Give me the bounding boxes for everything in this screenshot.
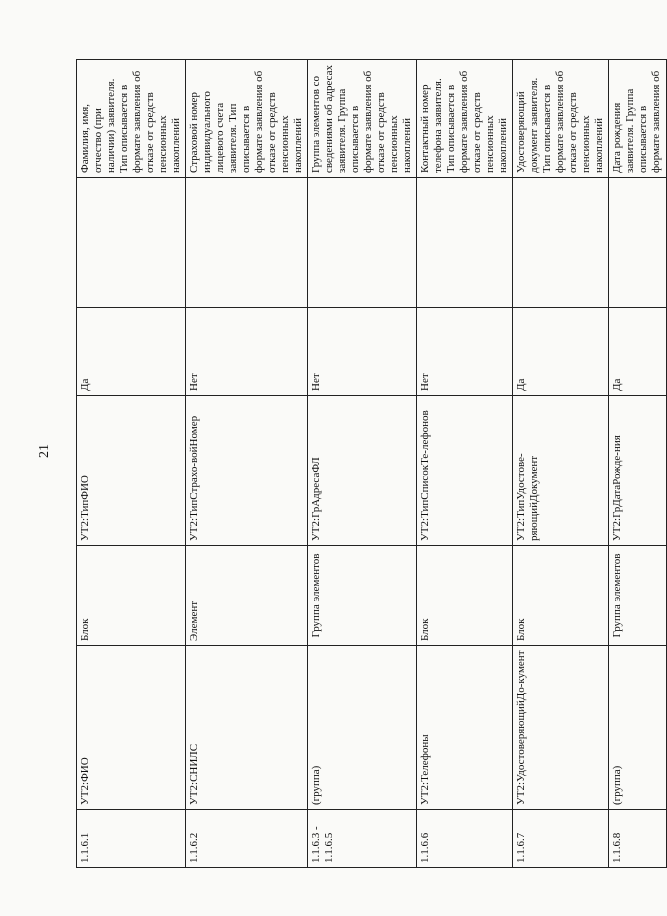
cell-req: Да (77, 308, 186, 396)
cell-kind: Блок (417, 546, 513, 646)
cell-name: УТ2:ФИО (77, 646, 186, 810)
cell-type: УТ2:ТипСтрахо-войНомер (186, 396, 308, 546)
table-body (77, 60, 667, 868)
cell-extra (186, 178, 308, 308)
cell-req: Да (513, 308, 609, 396)
cell-num: 1.1.6.2 (186, 810, 308, 868)
cell-req: Да (609, 308, 667, 396)
cell-name: УТ2:СНИЛС (186, 646, 308, 810)
rotated-table-container (76, 60, 662, 868)
cell-extra (308, 178, 417, 308)
cell-name: (группа) (308, 646, 417, 810)
cell-num: 1.1.6.8 (609, 810, 667, 868)
table-row (417, 60, 513, 868)
cell-desc: Удостоверяющий документ заявителя. Тип описывается в формате заявления об отказе от средств пенсионных накоплений (513, 60, 609, 178)
cell-num: 1.1.6.1 (77, 810, 186, 868)
cell-extra (609, 178, 667, 308)
table-row (308, 60, 417, 868)
cell-num: 1.1.6.6 (417, 810, 513, 868)
cell-type: УТ2:ТипФИО (77, 396, 186, 546)
cell-type: УТ2:ГрАдресаФЛ (308, 396, 417, 546)
cell-num: 1.1.6.3 - 1.1.6.5 (308, 810, 417, 868)
cell-desc: Фамилия, имя, отчество (при наличии) заявителя. Тип описывается в формате заявления об отказе от средств пенсионных накоплений (77, 60, 186, 178)
cell-extra (417, 178, 513, 308)
cell-num: 1.1.6.7 (513, 810, 609, 868)
cell-kind: Элемент (186, 546, 308, 646)
cell-kind: Блок (513, 546, 609, 646)
cell-req: Нет (308, 308, 417, 396)
cell-desc: Контактный номер телефона заявителя. Тип описывается в формате заявления об отказе от средств пенсионных накоплений (417, 60, 513, 178)
table-row (513, 60, 609, 868)
cell-kind: Группа элементов (609, 546, 667, 646)
cell-desc: Дата рождения заявителя. Группа описывается в формате заявления об (609, 60, 667, 178)
cell-req: Нет (417, 308, 513, 396)
cell-type: УТ2:ГрДатаРожде-ния (609, 396, 667, 546)
cell-name: УТ2:Телефоны (417, 646, 513, 810)
cell-name: УТ2:УдостоверяющийДо-кумент (513, 646, 609, 810)
cell-name: (группа) (609, 646, 667, 810)
page-number: 21 (37, 444, 52, 458)
cell-type: УТ2:ТипСписокТе-лефонов (417, 396, 513, 546)
table-row (609, 60, 667, 868)
cell-kind: Блок (77, 546, 186, 646)
cell-kind: Группа элементов (308, 546, 417, 646)
cell-req: Нет (186, 308, 308, 396)
elements-table (76, 59, 667, 868)
cell-desc: Страховой номер индивидуального лицевого счета заявителя. Тип описывается в формате заявления об отказе от средств пенсионных накоплений (186, 60, 308, 178)
cell-desc: Группа элементов со сведениями об адресах заявителя. Группа описывается в формате заявления об отказе от средств пенсионных накоплений (308, 60, 417, 178)
table-row (186, 60, 308, 868)
cell-extra (77, 178, 186, 308)
cell-extra (513, 178, 609, 308)
cell-type: УТ2:ТипУдостове-ряющийДокумент (513, 396, 609, 546)
table-row (77, 60, 186, 868)
